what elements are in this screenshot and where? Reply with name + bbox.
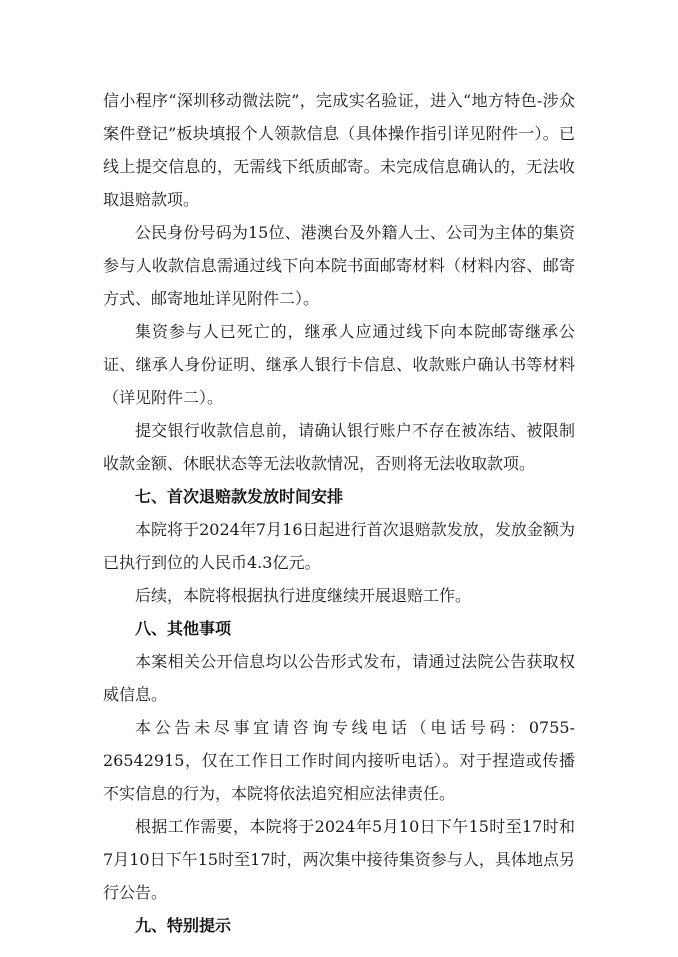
paragraph-deceased-participants: 集资参与人已死亡的，继承人应通过线下向本院邮寄继承公证、继承人身份证明、继承人银行卡信息、收款账户确认书等材料（详见附件二）。 [103,322,575,407]
paragraph-bank-account-notice: 提交银行收款信息前，请确认银行账户不存在被冻结、被限制收款金额、休眠状态等无法收款情况，否则将无法收取款项。 [103,421,575,473]
section-heading-9: 九、特别提示 [135,916,232,935]
section-heading-8: 八、其他事项 [135,619,232,638]
paragraph-first-payout: 本院将于2024年7月16日起进行首次退赔款发放，发放金额为已执行到位的人民币4.3亿元。 [103,520,575,572]
document-body [103,84,575,942]
paragraph-id-requirements: 公民身份号码为15位、港澳台及外籍人士、公司为主体的集资参与人收款信息需通过线下向本院书面邮寄材料（材料内容、邮寄方式、邮寄地址详见附件二）。 [103,223,575,308]
section-heading-7: 七、首次退赔款发放时间安排 [135,487,344,506]
paragraph-followup: 后续，本院将根据执行进度继续开展退赔工作。 [135,586,472,605]
paragraph-hotline: 本公告未尽事宜请咨询专线电话（电话号码：0755-26542915，仅在工作日工作时间内接听电话）。对于捏造或传播不实信息的行为，本院将依法追究相应法律责任。 [103,718,575,803]
paragraph-reception-schedule: 根据工作需要，本院将于2024年5月10日下午15时至17时和7月10日下午15时至17时，两次集中接待集资参与人，具体地点另行公告。 [103,817,575,902]
paragraph-public-info: 本案相关公开信息均以公告形式发布，请通过法院公告获取权威信息。 [103,652,575,704]
paragraph-continuation: 信小程序“深圳移动微法院”，完成实名验证，进入“地方特色-涉众案件登记”板块填报个人领款信息（具体操作指引详见附件一）。已线上提交信息的，无需线下纸质邮寄。未完成信息确认的，无法收取退赔款项。 [103,91,575,209]
